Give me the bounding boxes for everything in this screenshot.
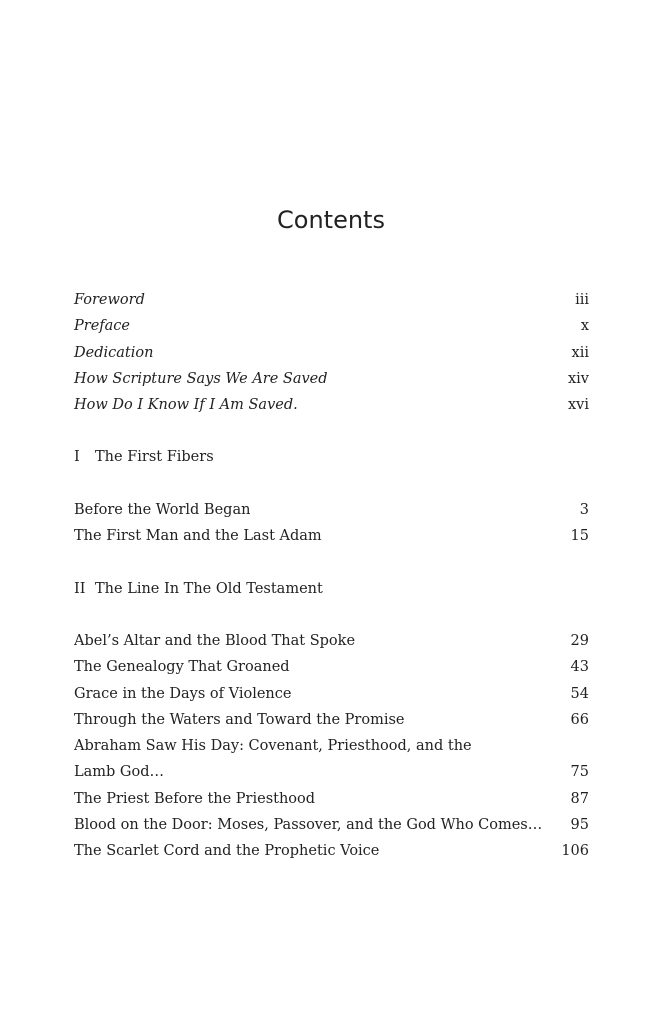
toc-entry-chapter[interactable] [74,838,589,864]
toc-entry-page: xiv [567,370,589,387]
toc-entry-chapter[interactable] [74,733,589,786]
toc-entry-chapter[interactable] [74,523,589,549]
page-title: Contents [277,206,385,234]
toc-entry-title: Foreword [74,292,145,308]
toc-entry-page: xvi [567,397,589,414]
toc-entry-title: How Scripture Says We Are Saved [74,370,328,387]
toc-entry-chapter[interactable] [74,707,589,733]
toc-entry-title: Through the Waters and Toward the Promise [74,711,405,728]
toc-entry-title: The Scarlet Cord and the Prophetic Voice [74,843,380,860]
toc-entry-page: 87 [570,790,589,807]
part-title: The First Fibers [95,449,214,465]
toc-entry-title: How Do I Know If I Am Saved. [74,397,298,414]
toc-entry-foreword[interactable] [74,287,589,313]
toc-entry-page: 66 [570,711,589,728]
toc-entry-page: x [580,318,589,335]
toc-entry-page: 95 [570,817,589,834]
front-matter-list [74,287,589,418]
toc-entry-title: The Genealogy That Groaned [74,659,290,676]
toc-entry-title: Preface [74,318,130,335]
part-1-chapter-list [74,497,589,550]
toc-entry-chapter[interactable] [74,628,589,654]
toc-entry-page: 43 [570,659,589,676]
toc-entry-title: Abel’s Altar and the Blood That Spoke [74,633,356,649]
toc-entry-page: 54 [570,685,589,702]
toc-entry-page: 15 [570,528,589,545]
toc-entry-how-do-i-know[interactable] [74,392,589,418]
part-number: II [74,581,86,597]
toc-entry-chapter[interactable] [74,786,589,812]
toc-entry-page: 75 [570,764,589,781]
toc-entry-chapter[interactable] [74,654,589,680]
part-title: The Line In The Old Testament [95,581,323,597]
part-heading-2[interactable] [74,576,323,602]
toc-entry-title: Before the World Began [74,502,251,518]
toc-entry-title: The First Man and the Last Adam [74,528,322,545]
toc-entry-title: Grace in the Days of Violence [74,685,292,702]
part-2-chapter-list [74,628,589,865]
part-heading-1[interactable] [74,444,214,470]
toc-entry-title: Blood on the Door: Moses, Passover, and the God Who Comes… [74,817,543,834]
toc-entry-title: Abraham Saw His Day: Covenant, Priesthood, and the Lamb God… [74,738,472,781]
toc-entry-preface[interactable] [74,313,589,339]
toc-entry-chapter[interactable] [74,812,589,838]
toc-entry-page: iii [575,292,589,308]
toc-entry-title: Dedication [74,344,154,361]
toc-entry-chapter[interactable] [74,681,589,707]
toc-entry-title: The Priest Before the Priesthood [74,790,316,807]
toc-entry-dedication[interactable] [74,340,589,366]
toc-entry-page: 3 [579,502,589,518]
part-number: I [74,449,80,465]
toc-entry-page: 106 [561,843,589,860]
toc-entry-page: xii [571,344,589,361]
toc-entry-chapter[interactable] [74,497,589,523]
toc-entry-how-scripture[interactable] [74,366,589,392]
toc-entry-page: 29 [570,633,589,649]
